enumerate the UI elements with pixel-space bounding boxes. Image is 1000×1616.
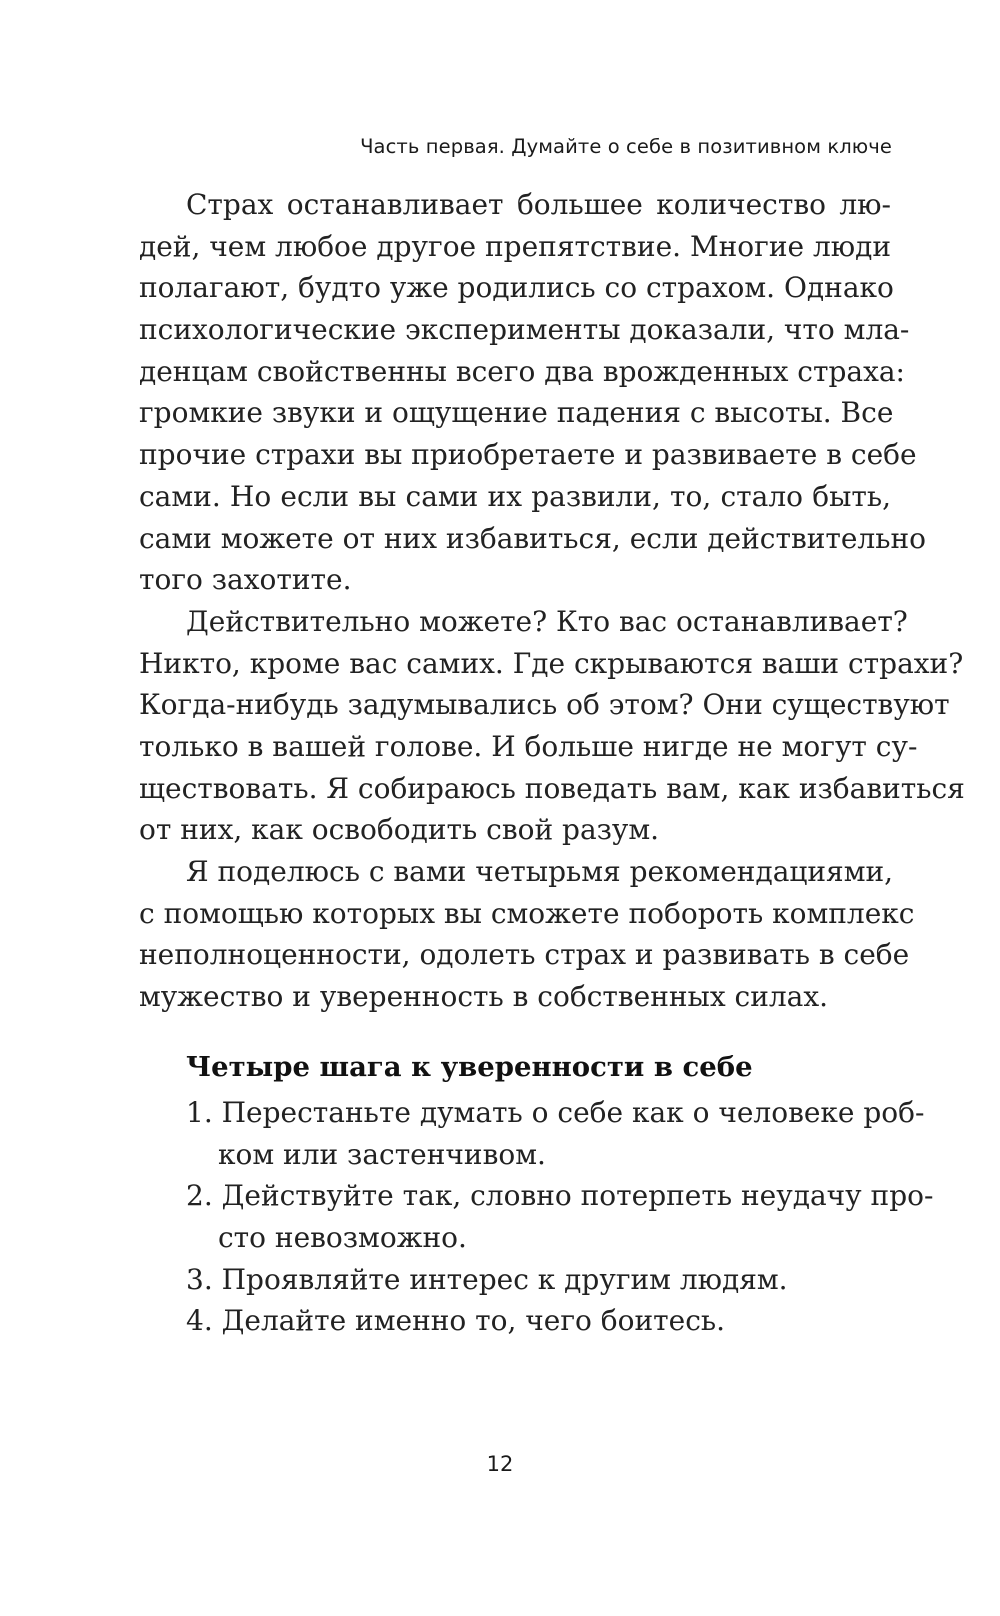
text-line: сами можете от них избавиться, если действительно [139,521,926,555]
step-line: 4. Делайте именно то, чего боитесь. [186,1304,726,1338]
list-item [186,1300,891,1342]
step-line: 1. Перестаньте думать о себе как о человеке роб- [186,1096,925,1129]
text-line: того захотите. [139,563,352,597]
text-line: Страх останавливает большее количество лю- [186,188,891,221]
text-line: Я поделюсь с вами четырьмя рекомендациями, [186,855,894,888]
steps-list [186,1092,934,1342]
step-line: 2. Действуйте так, словно потерпеть неудачу про- [186,1179,934,1213]
text-line: психологические эксперименты доказали, что мла- [139,313,910,347]
list-item [186,1092,925,1175]
body-text [139,184,965,1018]
text-line: ществовать. Я собираюсь поведать вам, как избавиться [139,771,965,805]
text-line: неполноценности, одолеть страх и развивать в себе [139,938,910,972]
text-line: мужество и уверенность в собственных силах. [139,980,829,1014]
step-line: сто невозможно. [218,1221,467,1255]
section-heading: Четыре шага к уверенности в себе [186,1051,753,1083]
text-line: Никто, кроме вас самих. Где скрываются ваши страхи? [139,646,964,680]
list-item [186,1259,891,1301]
text-line: громкие звуки и ощущение падения с высоты. Все [139,396,894,430]
text-line: с помощью которых вы сможете побороть комплекс [139,896,915,930]
text-line: Когда-нибудь задумывались об этом? Они существуют [139,688,950,722]
paragraph [139,601,965,851]
text-line: дей, чем любое другое препятствие. Многие люди [139,229,892,263]
paragraph [139,184,926,601]
text-line: от них, как освободить свой разум. [139,813,660,847]
list-item [186,1175,934,1258]
page-number: 12 [486,1452,514,1476]
text-line: сами. Но если вы сами их развили, то, стало быть, [139,479,891,513]
text-line: прочие страхи вы приобретаете и развиваете в себе [139,438,917,472]
running-header: Часть первая. Думайте о себе в позитивном ключе [360,135,892,158]
text-line: только в вашей голове. И больше нигде не могут су- [139,729,918,763]
text-line: денцам свойственны всего два врожденных страха: [139,354,905,388]
paragraph [139,851,915,1018]
step-line: 3. Проявляйте интерес к другим людям. [186,1262,788,1296]
text-line: полагают, будто уже родились со страхом. Однако [139,271,894,305]
step-line: ком или застенчивом. [218,1137,546,1171]
text-line: Действительно можете? Кто вас останавливает? [186,604,908,638]
